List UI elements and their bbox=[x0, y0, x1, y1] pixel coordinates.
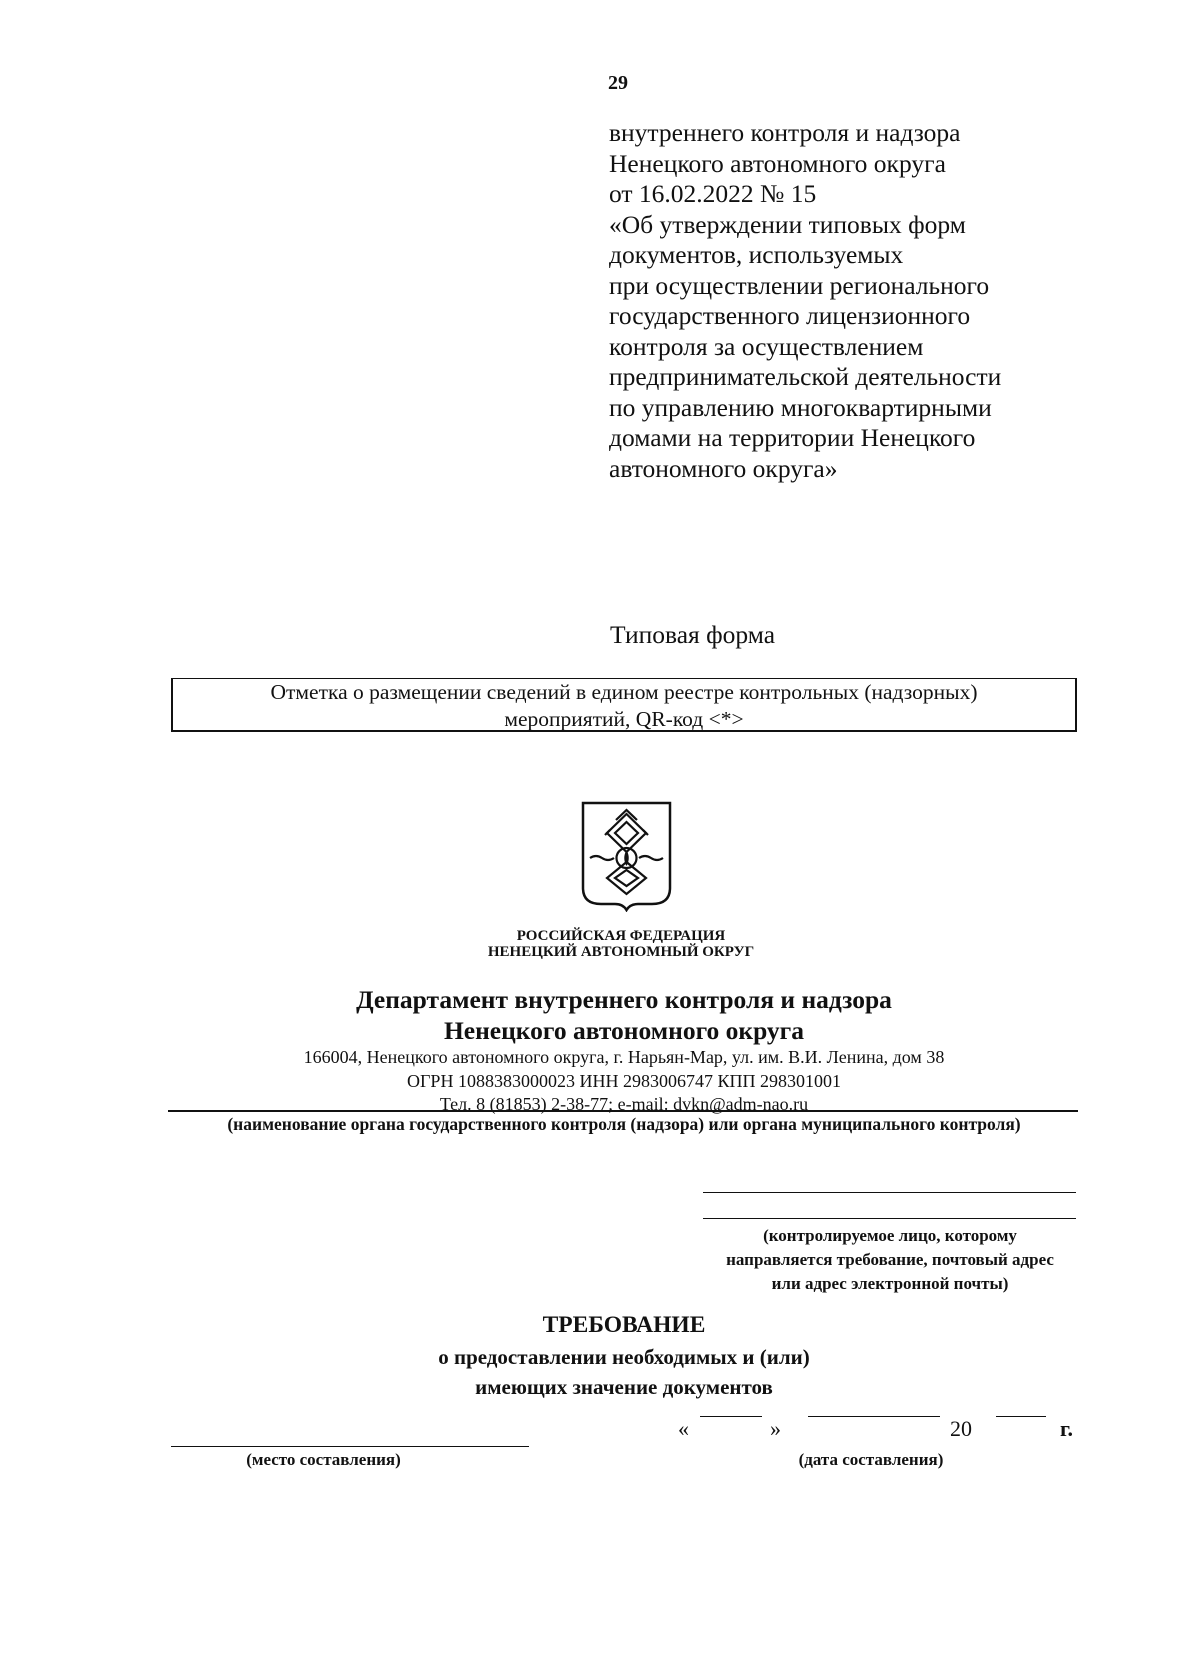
department-contacts: Тел. 8 (81853) 2-38-77; e-mail: dvkn@adm-nao.ru bbox=[439, 1094, 809, 1114]
date-field-row bbox=[678, 1416, 1078, 1448]
date-quote-open: « bbox=[678, 1416, 689, 1441]
approval-line: контроля за осуществлением bbox=[609, 331, 924, 361]
requirement-subtitle bbox=[0, 1342, 1200, 1402]
date-year-prefix: 20 bbox=[950, 1416, 972, 1441]
qr-box-line: мероприятий, QR-код <*> bbox=[504, 707, 744, 731]
addressee-caption-line: направляется требование, почтовый адрес bbox=[726, 1250, 1054, 1269]
department-registry-codes: ОГРН 1088383000023 ИНН 2983006747 КПП 298301001 bbox=[407, 1070, 841, 1091]
date-year-blank bbox=[996, 1416, 1046, 1417]
approval-reference bbox=[609, 118, 1079, 484]
header-country-block bbox=[0, 928, 1200, 960]
department-title bbox=[0, 984, 1200, 1046]
addressee-caption-line: (контролируемое лицо, которому bbox=[763, 1226, 1017, 1245]
region-name: НЕНЕЦКИЙ АВТОНОМНЫЙ ОКРУГ bbox=[487, 944, 755, 960]
approval-line: Ненецкого автономного округа bbox=[609, 148, 946, 178]
org-name-caption: (наименование органа государственного контроля (надзора) или органа муниципального контроля) bbox=[227, 1114, 1021, 1134]
date-month-blank bbox=[808, 1416, 940, 1417]
requirement-title: ТРЕБОВАНИЕ bbox=[542, 1312, 706, 1338]
approval-line: по управлению многоквартирными bbox=[609, 392, 992, 422]
approval-line: документов, используемых bbox=[609, 240, 904, 269]
approval-line: от 16.02.2022 № 15 bbox=[609, 179, 817, 208]
department-details bbox=[0, 1046, 1200, 1117]
date-year-suffix: г. bbox=[1060, 1416, 1074, 1441]
department-title-line: Департамент внутреннего контроля и надзора bbox=[356, 985, 892, 1014]
addressee-caption-line: или адрес электронной почты) bbox=[771, 1274, 1009, 1293]
department-title-line: Ненецкого автономного округа bbox=[443, 1016, 805, 1045]
place-caption: (место составления) bbox=[246, 1450, 401, 1469]
date-caption: (дата составления) bbox=[798, 1450, 944, 1469]
approval-line: «Об утверждении типовых форм bbox=[609, 209, 966, 239]
approval-line: предпринимательской деятельности bbox=[609, 362, 1002, 391]
form-type-label: Типовая форма bbox=[610, 620, 776, 649]
requirement-subtitle-line: имеющих значение документов bbox=[475, 1375, 773, 1399]
date-quote-close: » bbox=[770, 1416, 781, 1441]
approval-line: государственного лицензионного bbox=[609, 301, 971, 330]
date-day-blank bbox=[700, 1416, 762, 1417]
approval-line: автономного округа» bbox=[609, 453, 838, 483]
qr-box-line: Отметка о размещении сведений в едином реестре контрольных (надзорных) bbox=[270, 680, 978, 704]
qr-registry-box bbox=[171, 678, 1077, 732]
approval-line: при осуществлении регионального bbox=[609, 270, 990, 300]
department-address: 166004, Ненецкого автономного округа, г. Нарьян-Мар, ул. им. В.И. Ленина, дом 38 bbox=[303, 1047, 945, 1067]
approval-line: внутреннего контроля и надзора bbox=[609, 118, 961, 147]
addressee-blank-line bbox=[703, 1192, 1076, 1193]
addressee-caption bbox=[700, 1224, 1080, 1296]
country-name: РОССИЙСКАЯ ФЕДЕРАЦИЯ bbox=[516, 928, 726, 944]
place-blank-line bbox=[171, 1446, 529, 1447]
coat-of-arms-emblem bbox=[580, 800, 673, 912]
header-divider bbox=[168, 1110, 1078, 1112]
requirement-subtitle-line: о предоставлении необходимых и (или) bbox=[438, 1345, 810, 1369]
addressee-blank-line bbox=[703, 1218, 1076, 1219]
page-number: 29 bbox=[608, 72, 628, 94]
approval-line: домами на территории Ненецкого bbox=[609, 423, 976, 452]
